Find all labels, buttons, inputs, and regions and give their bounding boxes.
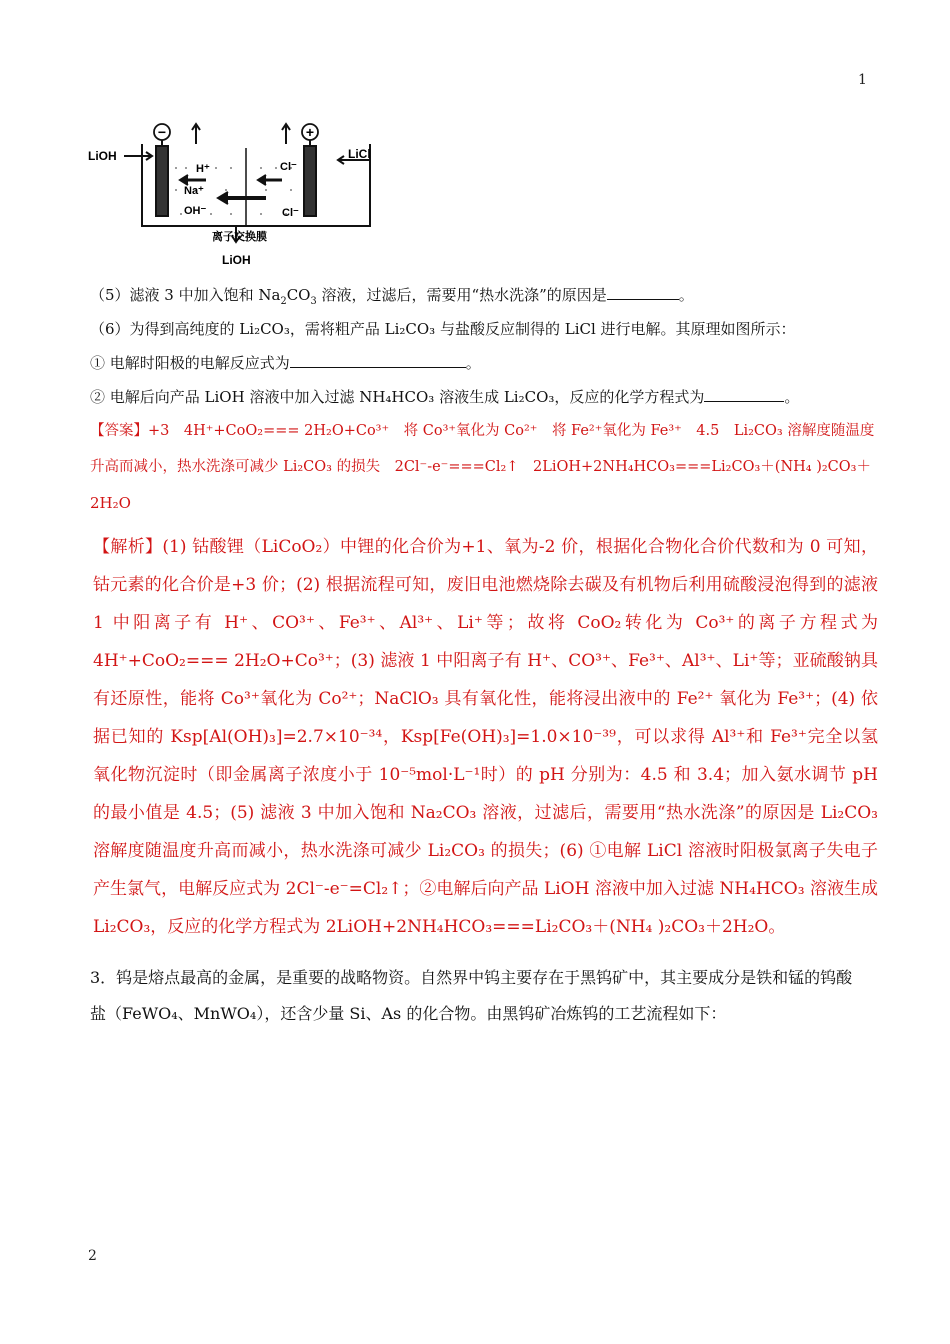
ion-h-label: H⁺	[196, 163, 210, 175]
outlet-bottom-label: LiOH	[222, 253, 251, 267]
ion-oh-label: OH⁻	[184, 205, 207, 217]
question-3-line-1: 3．钨是熔点最高的金属，是重要的战略物资。自然界中钨主要存在于黑钨矿中，其主要成分是铁和锰的钨酸	[90, 968, 853, 987]
membrane-label: 离子交换膜	[212, 230, 267, 243]
anode-sign: +	[305, 124, 315, 140]
inlet-right-label: LiCl	[348, 147, 371, 161]
question-5: （5）滤液 3 中加入饱和 $Na_2CO_3$ 溶液，过滤后，需要用“热水洗涤”的原因是 。	[90, 286, 694, 307]
answer-blank	[704, 400, 784, 402]
ion-na-label: Na⁺	[184, 185, 204, 197]
answer-line-2: 升高而减小，热水洗涤可减少 Li₂CO₃ 的损失 2Cl⁻-e⁻===Cl₂↑ 2LiOH+2NH₄HCO₃===Li₂CO₃＋(NH₄ )₂CO₃＋	[90, 459, 871, 475]
page-number-bottom: 2	[88, 1248, 97, 1264]
question-3-line-2: 盐（FeWO₄、MnWO₄），还含少量 Si、As 的化合物。由黑钨矿冶炼钨的工艺流程如下：	[90, 1004, 727, 1023]
question-3	[90, 960, 880, 1032]
electrolysis-diagram	[86, 118, 386, 278]
answer-blank	[290, 366, 466, 368]
question-6-part-2: ② 电解后向产品 LiOH 溶液中加入过滤 NH₄HCO₃ 溶液生成 Li₂CO₃，反应的化学方程式为 。	[90, 388, 800, 406]
inlet-left-label: LiOH	[88, 149, 117, 163]
answer-line-3: 2H₂O	[90, 494, 131, 512]
page-number-top: 1	[858, 72, 867, 88]
analysis-text: 【解析】(1) 钴酸锂（LiCoO₂）中锂的化合价为+1、氧为-2 价，根据化合物化合价代数和为 0 可知，钴元素的化合价是+3 价；(2) 根据流程可知，废旧电池燃烧除去碳及有机物后利用硫酸浸泡得到的滤液 1 中阳离子有 H⁺、CO³⁺、Fe³⁺、Al³⁺、Li⁺等；故将 CoO₂转化为 Co³⁺的离子方程式为 4H⁺+CoO₂=== 2H₂O+Co³⁺；(3) 滤液 1 中阳离子有 H⁺、CO³⁺、Fe³⁺、Al³⁺、Li⁺等；亚硫酸钠具有还原性，能将 Co³⁺氧化为 Co²⁺；NaClO₃ 具有氧化性，能将浸出液中的 Fe²⁺ 氧化为 Fe³⁺；(4) 依据已知的 Ksp[Al(OH)₃]=2.7×10⁻³⁴，Ksp[Fe(OH)₃]=1.0×10⁻³⁹，可以求得 Al³⁺和 Fe³⁺完全以氢氧化物沉淀时（即金属离子浓度小于 10⁻⁵mol·L⁻¹时）的 pH 分别为：4.5 和 3.4；加入氨水调节 pH 的最小值是 4.5；(5) 滤液 3 中加入饱和 Na₂CO₃ 溶液，过滤后，需要用“热水洗涤”的原因是 Li₂CO₃ 溶解度随温度升高而减小，热水洗涤可减少 Li₂CO₃ 的损失；(6) ①电解 LiCl 溶液时阳极氯离子失电子产生氯气，电解反应式为 2Cl⁻-e⁻=Cl₂↑；②电解后向产品 LiOH 溶液中加入过滤 NH₄HCO₃ 溶液生成 Li₂CO₃，反应的化学方程式为 2LiOH+2NH₄HCO₃===Li₂CO₃＋(NH₄ )₂CO₃＋2H₂O。	[93, 537, 878, 937]
question-6-part-1: ① 电解时阳极的电解反应式为 。	[90, 354, 481, 372]
cathode-sign: −	[157, 124, 167, 140]
answer-blank	[607, 298, 679, 300]
ion-cl-bottom-label: Cl⁻	[282, 207, 299, 219]
ion-cl-top-label: Cl⁻	[280, 161, 297, 173]
analysis-section	[93, 528, 878, 946]
answer-line-1: 【答案】+3 4H⁺+CoO₂=== 2H₂O+Co³⁺ 将 Co³⁺氧化为 Co²⁺ 将 Fe²⁺氧化为 Fe³⁺ 4.5 Li₂CO₃ 溶解度随温度	[90, 423, 875, 439]
question-6-stem: （6）为得到高纯度的 Li₂CO₃，需将粗产品 Li₂CO₃ 与盐酸反应制得的 LiCl 进行电解。其原理如图所示：	[90, 320, 796, 338]
